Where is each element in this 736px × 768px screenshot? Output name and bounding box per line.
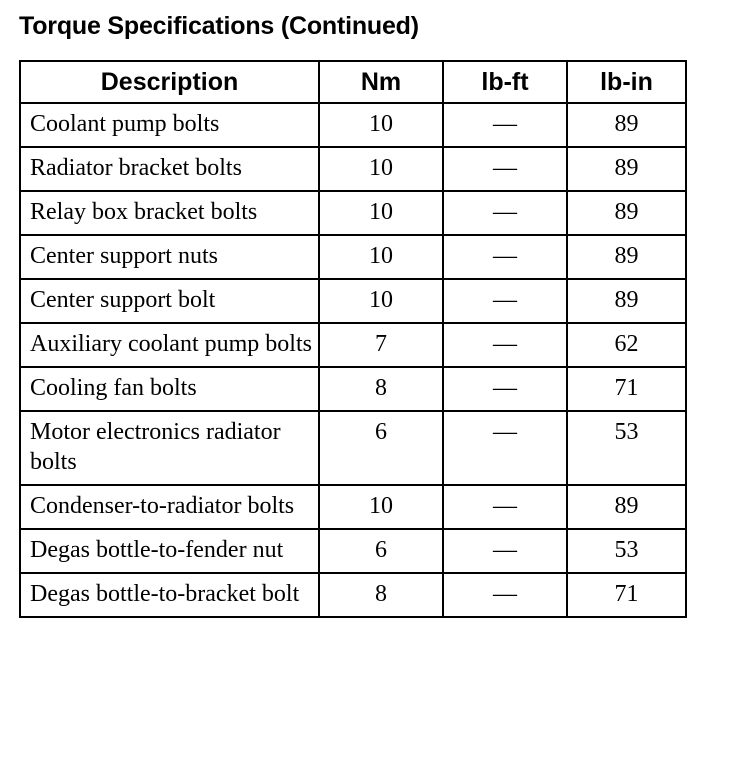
cell-lb-ft: — [443,191,567,235]
cell-nm: 10 [319,485,443,529]
cell-lb-in: 53 [567,529,686,573]
cell-lb-in: 53 [567,411,686,485]
cell-description: Coolant pump bolts [20,103,319,147]
header-lb-in: lb-in [567,61,686,103]
table-row [20,191,686,235]
cell-lb-in: 71 [567,573,686,617]
table-row [20,235,686,279]
cell-lb-in: 89 [567,235,686,279]
cell-description: Radiator bracket bolts [20,147,319,191]
table-row [20,103,686,147]
header-description: Description [20,61,319,103]
header-nm: Nm [319,61,443,103]
cell-lb-ft: — [443,411,567,485]
cell-lb-in: 89 [567,279,686,323]
cell-description: Degas bottle-to-bracket bolt [20,573,319,617]
cell-nm: 10 [319,235,443,279]
table-row [20,529,686,573]
cell-lb-ft: — [443,235,567,279]
cell-description: Center support bolt [20,279,319,323]
table-row [20,279,686,323]
cell-lb-ft: — [443,485,567,529]
cell-lb-ft: — [443,103,567,147]
cell-lb-ft: — [443,529,567,573]
cell-description: Center support nuts [20,235,319,279]
cell-nm: 10 [319,147,443,191]
cell-nm: 7 [319,323,443,367]
table-row [20,573,686,617]
cell-lb-ft: — [443,573,567,617]
cell-description: Relay box bracket bolts [20,191,319,235]
cell-lb-in: 62 [567,323,686,367]
cell-description: Motor electronics radiator bolts [20,411,319,485]
cell-lb-ft: — [443,323,567,367]
cell-lb-in: 89 [567,485,686,529]
cell-nm: 8 [319,367,443,411]
cell-description: Degas bottle-to-fender nut [20,529,319,573]
table-row [20,147,686,191]
cell-description: Condenser-to-radiator bolts [20,485,319,529]
page-title: Torque Specifications (Continued) [19,12,419,40]
cell-lb-ft: — [443,279,567,323]
cell-nm: 10 [319,279,443,323]
cell-nm: 6 [319,529,443,573]
cell-nm: 6 [319,411,443,485]
table-header-row [20,61,686,103]
table-row [20,411,686,485]
cell-lb-in: 89 [567,147,686,191]
cell-lb-in: 71 [567,367,686,411]
torque-spec-table [19,60,687,618]
cell-lb-ft: — [443,147,567,191]
table-row [20,367,686,411]
cell-lb-in: 89 [567,191,686,235]
cell-description: Cooling fan bolts [20,367,319,411]
cell-nm: 10 [319,191,443,235]
table-row [20,485,686,529]
cell-nm: 8 [319,573,443,617]
cell-lb-in: 89 [567,103,686,147]
table-row [20,323,686,367]
header-lb-ft: lb-ft [443,61,567,103]
cell-nm: 10 [319,103,443,147]
cell-description: Auxiliary coolant pump bolts [20,323,319,367]
cell-lb-ft: — [443,367,567,411]
